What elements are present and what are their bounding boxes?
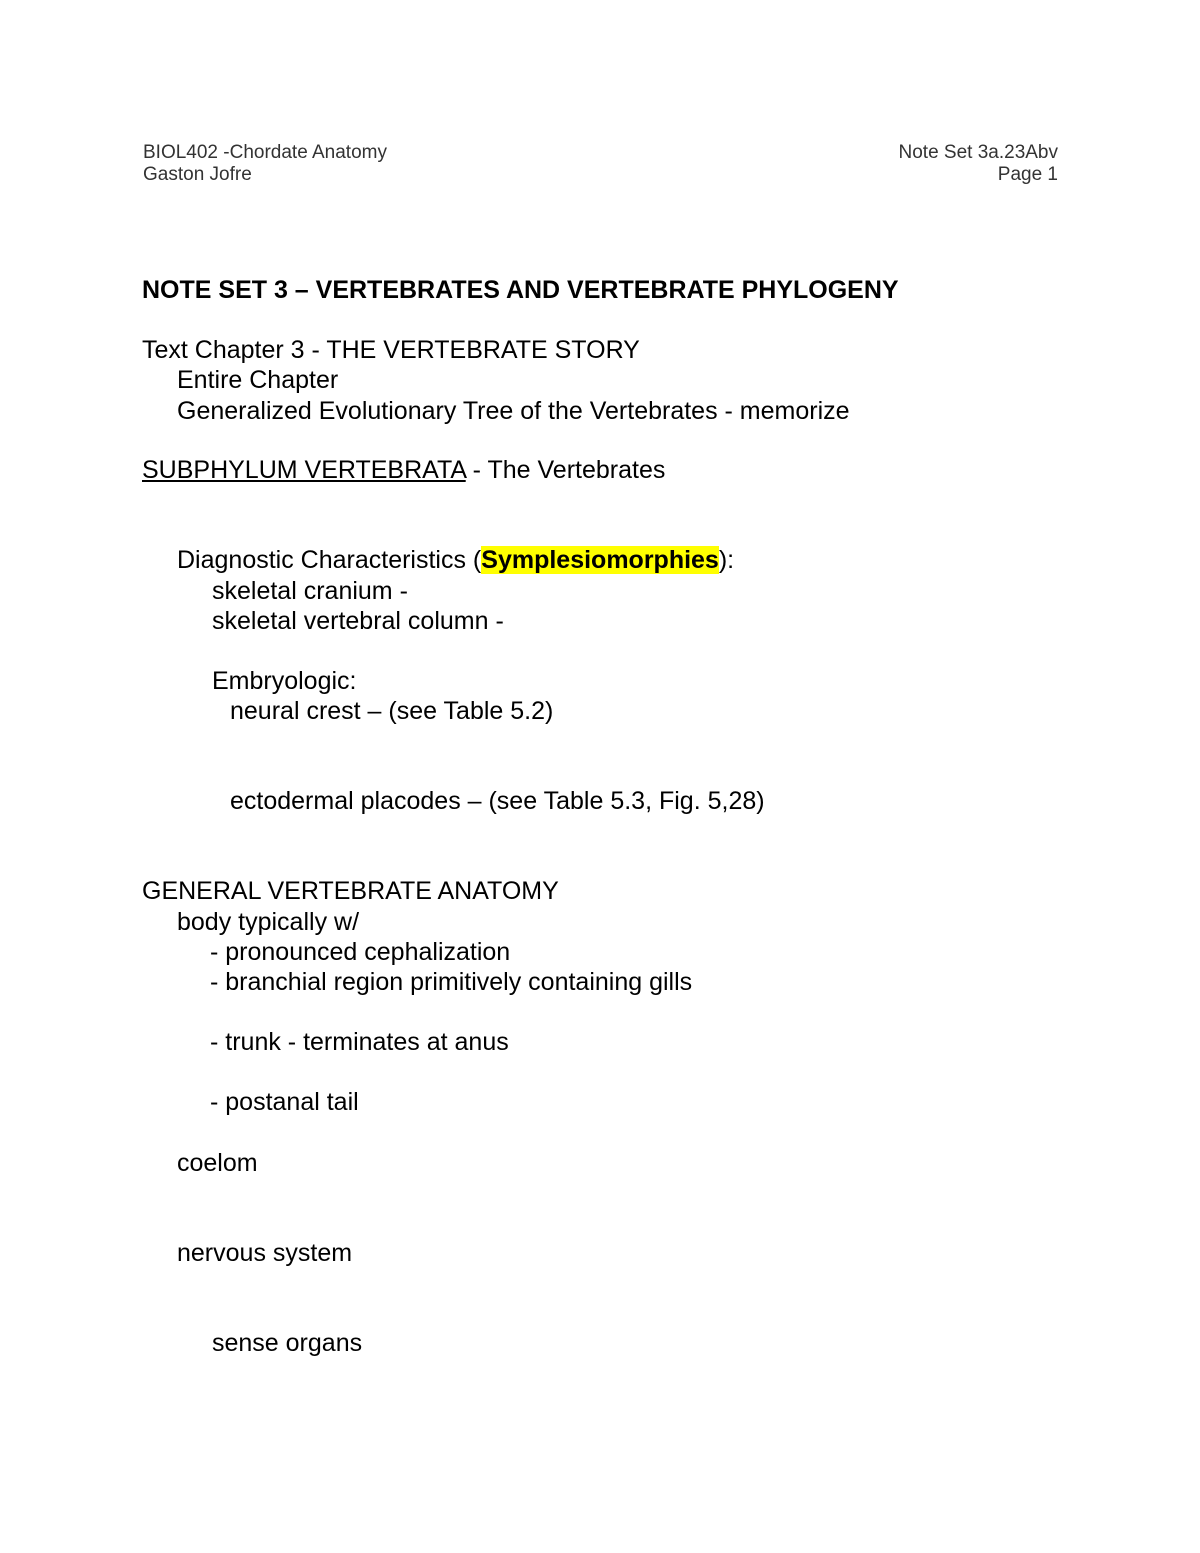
page-title: NOTE SET 3 – VERTEBRATES AND VERTEBRATE PHYLOGENY (142, 276, 899, 304)
anatomy-item: nervous system (177, 1239, 353, 1267)
highlighted-term: Symplesiomorphies (481, 546, 719, 574)
diagnostic-prefix: Diagnostic Characteristics ( (177, 546, 482, 574)
anatomy-subitem: - branchial region primitively containing gills (210, 968, 693, 996)
diagnostic-item: skeletal vertebral column - (212, 607, 504, 635)
header-course: BIOL402 -Chordate Anatomy (143, 142, 387, 163)
text-chapter-heading: Text Chapter 3 - THE VERTEBRATE STORY (142, 336, 640, 364)
text-chapter-item: Entire Chapter (177, 366, 339, 394)
embryologic-item: ectodermal placodes – (see Table 5.3, Fig. 5,28) (230, 787, 765, 815)
anatomy-subitem: - postanal tail (210, 1088, 359, 1116)
embryologic-item: neural crest – (see Table 5.2) (230, 697, 554, 725)
subphylum-name: SUBPHYLUM VERTEBRATA (142, 456, 466, 484)
subphylum-description: - The Vertebrates (465, 456, 666, 484)
subphylum-heading (142, 455, 665, 485)
header-page-number: Page 1 (997, 164, 1058, 185)
embryologic-heading: Embryologic: (212, 667, 357, 695)
diagnostic-suffix: ): (718, 546, 735, 574)
anatomy-subitem: sense organs (212, 1329, 363, 1357)
anatomy-item: body typically w/ (177, 908, 360, 936)
header-note-set: Note Set 3a.23Abv (898, 142, 1058, 163)
header-author: Gaston Jofre (143, 164, 252, 185)
diagnostic-item: skeletal cranium - (212, 577, 408, 605)
anatomy-subitem: - trunk - terminates at anus (210, 1028, 509, 1056)
anatomy-subitem: - pronounced cephalization (210, 938, 511, 966)
diagnostic-heading (177, 545, 734, 575)
general-anatomy-heading: GENERAL VERTEBRATE ANATOMY (142, 877, 559, 905)
text-chapter-item: Generalized Evolutionary Tree of the Vertebrates - memorize (177, 397, 850, 425)
anatomy-item: coelom (177, 1149, 258, 1177)
